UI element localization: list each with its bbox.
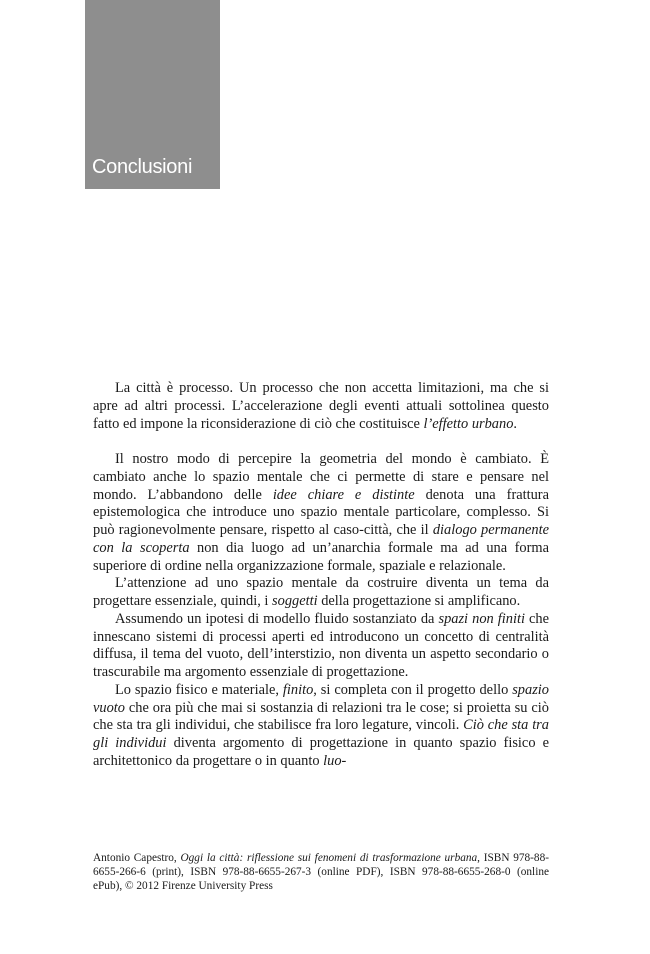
text-run: La città è processo. Un processo che non accetta limitazioni, ma che si apre ad altri processi. L’accelerazione degli eventi attuali sottolinea questo fatto ed impone la riconsiderazione di ciò che costituisce <box>93 380 549 432</box>
text-run: Assumendo un ipotesi di modello fluido sostanziato da <box>115 610 439 627</box>
italic-run: spazi non finiti <box>438 610 525 627</box>
paragraph <box>93 380 549 433</box>
paragraph <box>93 451 549 575</box>
text-run: diventa argomento di progettazione in quanto spazio fisico e architettonico da progettare o in quanto <box>93 735 550 769</box>
italic-run: luo- <box>323 752 347 769</box>
paragraph <box>93 611 549 682</box>
text-run: Il nostro modo di percepire la geometria del mondo è cambiato. È cambiato anche lo spazio mentale che ci permette di stare e pensare nel mondo. L’abbandono delle <box>93 451 549 503</box>
text-run: non dia luogo ad un’anarchia formale ma ad una forma superiore di ordine nella organizzazione formale, spaziale e relazionale. <box>93 539 549 574</box>
text-run: denota una frattura epistemologica che introduce uno spazio mentale particolare, complesso. Si può ragionevolmente pensare, rispetto al caso-città, che il <box>93 486 549 538</box>
book-title: Oggi la città: riflessione sui fenomeni di trasformazione urbana <box>180 852 478 864</box>
text-run: . <box>513 415 518 432</box>
italic-run: dialogo permanente con la scoperta <box>93 522 549 556</box>
text-run: che ora più che mai si sostanzia di relazioni tra le cose; si proietta su ciò che sta tra gli individui, che stabilisce fra loro legature, vincoli. <box>93 699 549 734</box>
italic-run: finito <box>282 681 314 698</box>
text-run: Antonio Capestro, <box>93 852 181 864</box>
text-run: , si completa con il progetto dello <box>313 681 513 698</box>
italic-run: spazio vuoto <box>93 681 549 716</box>
text-run: L’attenzione ad uno spazio mentale da costruire diventa un tema da progettare essenziale, quindi, i <box>93 575 549 609</box>
italic-run: Ciò che sta tra gli individui <box>93 717 549 751</box>
text-run: , ISBN 978-88-6655-266-6 (print), ISBN 978-88-6655-267-3 (online PDF), ISBN 978-88-6655-268-0 (online ePub), © 2012 Firenze University Press <box>93 852 549 893</box>
body-text <box>93 380 549 771</box>
italic-run: soggetti <box>272 593 318 609</box>
chapter-header-block <box>85 0 220 189</box>
text-run: che innescano sistemi di processi aperti ed introducono un concetto di centralità diffusa, il tema del vuoto, dell’interstizio, non diventa un aspetto secondario o trascurabile ma argomento essenziale di progettazione. <box>93 610 549 680</box>
italic-run: idee chiare e distinte <box>272 486 415 503</box>
text-run: Lo spazio fisico e materiale, <box>115 681 283 698</box>
paragraph <box>93 575 549 611</box>
citation-footer <box>93 851 549 894</box>
chapter-title: Conclusioni <box>92 156 193 178</box>
paragraph <box>93 682 549 771</box>
italic-run: l’effetto urbano <box>423 415 514 432</box>
text-run: della progettazione si amplificano. <box>317 593 521 609</box>
